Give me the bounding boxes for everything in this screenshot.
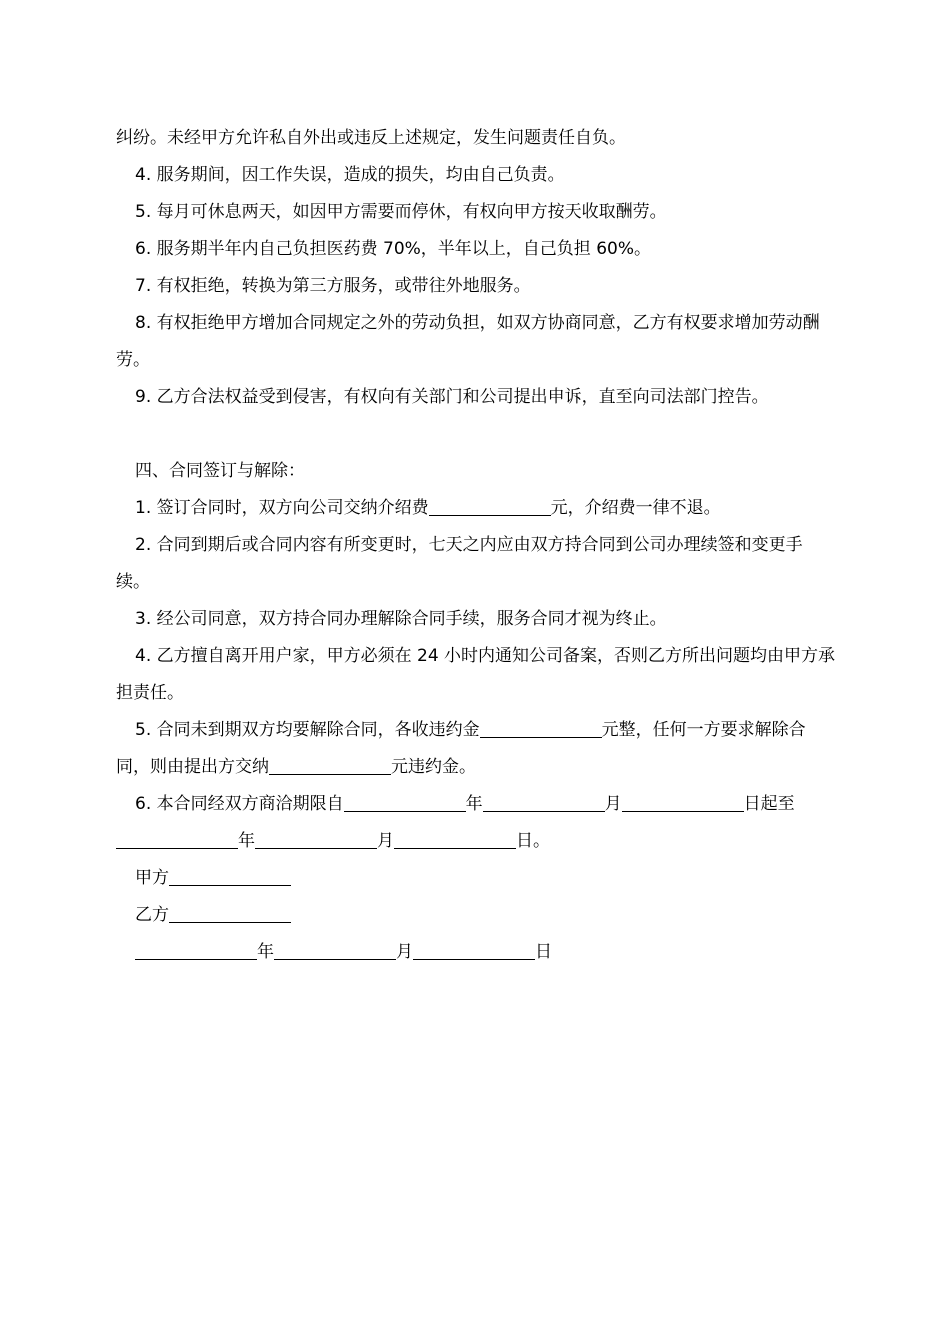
start-day-blank[interactable]	[622, 810, 744, 812]
clause-9: 9. 乙方合法权益受到侵害，有权向有关部门和公司提出申诉，直至向司法部门控告。	[135, 387, 769, 407]
section4-item-1	[116, 490, 836, 527]
end-day-blank[interactable]	[394, 847, 516, 849]
document-body	[116, 120, 836, 971]
start-month-label: 月	[604, 794, 622, 814]
section4-item-3: 3. 经公司同意，双方持合同办理解除合同手续，服务合同才视为终止。	[135, 609, 667, 629]
clause-4: 4. 服务期间，因工作失误，造成的损失，均由自己负责。	[135, 165, 565, 185]
sign-day-label: 日	[535, 942, 552, 962]
clause-7: 7. 有权拒绝，转换为第三方服务，或带往外地服务。	[135, 276, 531, 296]
end-day-label: 日。	[516, 831, 550, 851]
start-year-label: 年	[465, 794, 483, 814]
sign-month-label: 月	[396, 942, 413, 962]
item5-text-a: 5. 合同未到期双方均要解除合同，各收违约金	[135, 720, 480, 740]
clause-8: 8. 有权拒绝甲方增加合同规定之外的劳动负担，如双方协商同意，乙方有权要求增加劳动酬劳。	[116, 313, 820, 370]
party-b-label: 乙方	[135, 905, 169, 925]
end-year-label: 年	[238, 831, 255, 851]
section-title: 四、合同签订与解除：	[135, 461, 305, 481]
clause-6: 6. 服务期半年内自己负担医药费 70%，半年以上，自己负担 60%。	[135, 239, 652, 259]
section4-item-6	[116, 786, 836, 860]
section4-item-4: 4. 乙方擅自离开用户家，甲方必须在 24 小时内通知公司备案，否则乙方所出问题均由甲方承担责任。	[116, 646, 836, 703]
end-year-blank[interactable]	[116, 847, 238, 849]
item6-text-a: 6. 本合同经双方商洽期限自	[135, 794, 344, 814]
paragraph-dispute-continuation: 纠纷。未经甲方允许私自外出或违反上述规定，发生问题责任自负。	[116, 128, 626, 148]
sign-year-label: 年	[257, 942, 274, 962]
item1-text-b: 元，介绍费一律不退。	[550, 498, 721, 518]
party-a-label: 甲方	[135, 868, 169, 888]
item5-text-b: 元整，任何一方要求解除合同，则由提出方交纳	[116, 720, 806, 777]
party-b-blank[interactable]	[169, 921, 291, 923]
clause-5: 5. 每月可休息两天，如因甲方需要而停休，有权向甲方按天收取酬劳。	[135, 202, 667, 222]
start-month-blank[interactable]	[483, 810, 605, 812]
sign-month-blank[interactable]	[274, 958, 396, 960]
start-year-blank[interactable]	[344, 810, 466, 812]
fee-blank[interactable]	[429, 514, 551, 516]
penalty-blank-1[interactable]	[480, 736, 602, 738]
penalty-blank-2[interactable]	[269, 773, 391, 775]
signature-party-b	[116, 897, 836, 934]
signature-date	[116, 934, 836, 971]
item5-text-c: 元违约金。	[391, 757, 476, 777]
spacer	[116, 416, 836, 453]
party-a-blank[interactable]	[169, 884, 291, 886]
signature-party-a	[116, 860, 836, 897]
section4-item-2: 2. 合同到期后或合同内容有所变更时，七天之内应由双方持合同到公司办理续签和变更手续。	[116, 535, 803, 592]
end-month-label: 月	[377, 831, 394, 851]
item1-text-a: 1. 签订合同时，双方向公司交纳介绍费	[135, 498, 429, 518]
sign-day-blank[interactable]	[413, 958, 535, 960]
sign-year-blank[interactable]	[135, 958, 257, 960]
end-month-blank[interactable]	[255, 847, 377, 849]
section4-item-5	[116, 712, 836, 786]
start-day-label: 日起至	[743, 794, 795, 814]
